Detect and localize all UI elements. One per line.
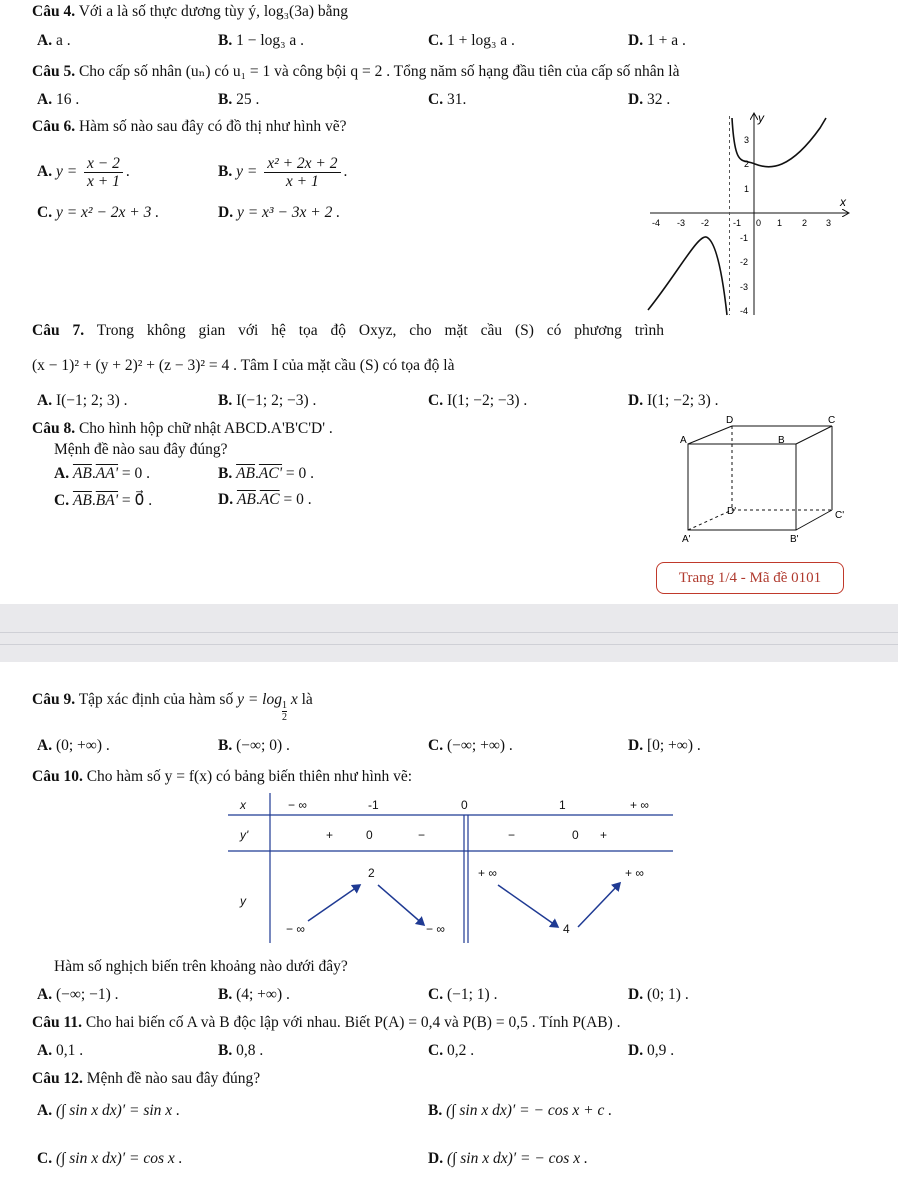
option-c[interactable]: C. $\overline{AB}.BA'$ = 0⃗ . xyxy=(54,492,153,509)
front-face xyxy=(688,444,796,530)
option-b[interactable]: B. 0,8 . xyxy=(218,1042,264,1059)
vertex-label: A' xyxy=(682,534,691,545)
x-axis-label: x xyxy=(840,195,846,209)
option-b[interactable]: B. $\overline{AB}.AC' = 0$ . xyxy=(218,465,315,482)
page-footer-label: Trang 1/4 - Mã đề 0101 xyxy=(656,562,844,594)
variation-table xyxy=(228,793,673,943)
option-d[interactable]: D. 1 + a . xyxy=(628,32,686,49)
x-tick: -4 xyxy=(652,218,661,228)
option-a[interactable]: A. a . xyxy=(37,32,71,49)
arrow-up xyxy=(578,883,620,927)
option-d[interactable]: D. I(1; −2; 3) . xyxy=(628,392,719,409)
y-axis-label: y xyxy=(758,111,764,125)
option-b[interactable]: B. (4; +∞) . xyxy=(218,986,290,1003)
question-7-equation: (x − 1)² + (y + 2)² + (z − 3)² = 4 . Tâm I của mặt cầu (S) có tọa độ là xyxy=(32,357,455,374)
y-tick: -1 xyxy=(740,233,749,243)
question-4 xyxy=(32,3,348,21)
derivative-sign: 0 xyxy=(572,828,579,842)
question-5: Câu 5. Cho cấp số nhân (uₙ) có u₁ = 1 và công bội q = 2 . Tổng năm số hạng đầu tiên của cấp số nhân là xyxy=(32,63,680,80)
x-value: − ∞ xyxy=(288,798,307,812)
y-tick: -4 xyxy=(740,306,749,316)
y-value: 2 xyxy=(368,866,375,880)
x-tick: 1 xyxy=(777,218,783,228)
y-tick: 2 xyxy=(744,159,750,169)
x-tick: -1 xyxy=(733,218,742,228)
table-head-y: y xyxy=(240,894,246,908)
derivative-sign: − xyxy=(508,828,516,842)
option-a[interactable]: A. 16 . xyxy=(37,91,80,108)
question-8: Câu 8. Cho hình hộp chữ nhật ABCD.A'B'C'D' . xyxy=(32,420,333,437)
derivative-sign: + xyxy=(600,828,608,842)
fraction: $\frac{x - 2}{x + 1}$ xyxy=(84,155,123,190)
question-9: Câu 9. Tập xác định của hàm số y = log $\frac{1}{2}$ x là xyxy=(32,691,313,723)
option-b[interactable]: B. y = $\frac{\text{x² + 2x + 2}}{x + 1}$ . xyxy=(218,155,348,190)
option-c[interactable]: C. I(1; −2; −3) . xyxy=(428,392,528,409)
page-separator xyxy=(0,604,898,662)
option-c[interactable]: C. (∫ sin x dx)′ = cos x . xyxy=(37,1150,183,1167)
arrow-down xyxy=(378,885,424,925)
option-b[interactable]: B. I(−1; 2; −3) . xyxy=(218,392,317,409)
cuboid-figure xyxy=(670,414,860,549)
y-value: 4 xyxy=(563,922,570,936)
derivative-sign: 0 xyxy=(366,828,373,842)
option-b[interactable]: B. 25 . xyxy=(218,91,260,108)
option-c[interactable]: C. 0,2 . xyxy=(428,1042,475,1059)
option-c[interactable]: C. (−1; 1) . xyxy=(428,986,498,1003)
option-a[interactable]: A. $\overline{AB}.AA' = 0$ . xyxy=(54,465,151,482)
vertex-label: A xyxy=(680,435,687,446)
option-d[interactable]: D. 32 . xyxy=(628,91,671,108)
option-c[interactable]: C. 31. xyxy=(428,91,467,108)
question-12: Câu 12. Mệnh đề nào sau đây đúng? xyxy=(32,1070,261,1087)
option-d[interactable]: D. (∫ sin x dx)′ = − cos x . xyxy=(428,1150,588,1167)
vertex-label: C xyxy=(828,415,836,426)
y-tick: -3 xyxy=(740,282,749,292)
question-10-prompt: Hàm số nghịch biến trên khoảng nào dưới đây? xyxy=(54,958,348,975)
arrow-up xyxy=(308,885,360,921)
option-c[interactable]: C. (−∞; +∞) . xyxy=(428,737,513,754)
option-a[interactable]: A. (−∞; −1) . xyxy=(37,986,119,1003)
x-tick: -3 xyxy=(677,218,686,228)
x-tick: 2 xyxy=(802,218,808,228)
x-value: 1 xyxy=(559,798,566,812)
question-10: Câu 10. Cho hàm số y = f(x) có bảng biến thiên như hình vẽ: xyxy=(32,768,413,785)
x-tick: 0 xyxy=(756,218,762,228)
option-d[interactable]: D. [0; +∞) . xyxy=(628,737,701,754)
log-base: $\frac{1}{2}$ xyxy=(281,700,287,723)
option-d[interactable]: D. $\overline{AB}.\overline{AC} = 0$ . xyxy=(218,491,312,508)
option-b[interactable]: B. (∫ sin x dx)′ = − cos x + c . xyxy=(428,1102,613,1119)
derivative-sign: + xyxy=(326,828,334,842)
vertex-label: C' xyxy=(835,510,845,521)
vertex-label: B' xyxy=(790,534,799,545)
y-tick: -2 xyxy=(740,257,749,267)
vertex-label: B xyxy=(778,435,785,446)
option-b[interactable]: B. (−∞; 0) . xyxy=(218,737,290,754)
table-head-x: x xyxy=(240,798,246,812)
x-tick: 3 xyxy=(826,218,832,228)
option-a[interactable]: A. (0; +∞) . xyxy=(37,737,110,754)
graph-curve-left xyxy=(648,237,727,315)
question-11: Câu 11. Cho hai biến cố A và B độc lập với nhau. Biết P(A) = 0,4 và P(B) = 0,5 . Tính P(AB) . xyxy=(32,1014,621,1031)
question-6: Câu 6. Hàm số nào sau đây có đồ thị như hình vẽ? xyxy=(32,118,347,135)
question-8-prompt: Mệnh đề nào sau đây đúng? xyxy=(54,441,228,458)
option-d[interactable]: D. (0; 1) . xyxy=(628,986,689,1003)
option-c[interactable]: C. y = x² − 2x + 3 . xyxy=(37,204,160,221)
option-d[interactable]: D. y = x³ − 3x + 2 . xyxy=(218,204,341,221)
option-c[interactable]: C. 1 + log₃ a . xyxy=(428,32,515,49)
x-value: + ∞ xyxy=(630,798,649,812)
x-value: -1 xyxy=(368,798,379,812)
fraction: $\frac{\text{x² + 2x + 2}}{x + 1}$ xyxy=(264,155,340,190)
vertex-label: D' xyxy=(727,506,737,517)
option-d[interactable]: D. 0,9 . xyxy=(628,1042,675,1059)
option-b[interactable]: B. 1 − log₃ a . xyxy=(218,32,305,49)
option-a[interactable]: A. 0,1 . xyxy=(37,1042,84,1059)
arrow-down xyxy=(498,885,558,927)
x-ticks xyxy=(652,218,831,228)
question-7: Câu 7. Trong không gian với hệ tọa độ Oxyz, cho mặt cầu (S) có phương trình xyxy=(32,322,665,339)
table-head-yprime: y' xyxy=(240,828,249,842)
option-a[interactable]: A. (∫ sin x dx)′ = sin x . xyxy=(37,1102,180,1119)
y-ticks xyxy=(740,135,749,316)
option-a[interactable]: A. y = $\frac{x - 2}{x + 1}$ . xyxy=(37,155,130,190)
function-graph xyxy=(640,110,855,325)
option-a[interactable]: A. I(−1; 2; 3) . xyxy=(37,392,128,409)
x-value: 0 xyxy=(461,798,468,812)
y-value: + ∞ xyxy=(625,866,644,880)
y-tick: 3 xyxy=(744,135,750,145)
question-label: Câu 4. xyxy=(32,3,76,20)
y-value: − ∞ xyxy=(286,922,305,936)
y-value: + ∞ xyxy=(478,866,497,880)
y-value: − ∞ xyxy=(426,922,445,936)
x-tick: -2 xyxy=(701,218,710,228)
vertex-label: D xyxy=(726,415,734,426)
y-tick: 1 xyxy=(744,184,750,194)
derivative-sign: − xyxy=(418,828,426,842)
question-text: Với a là số thực dương tùy ý, log₃(3a) bằng xyxy=(78,3,349,20)
